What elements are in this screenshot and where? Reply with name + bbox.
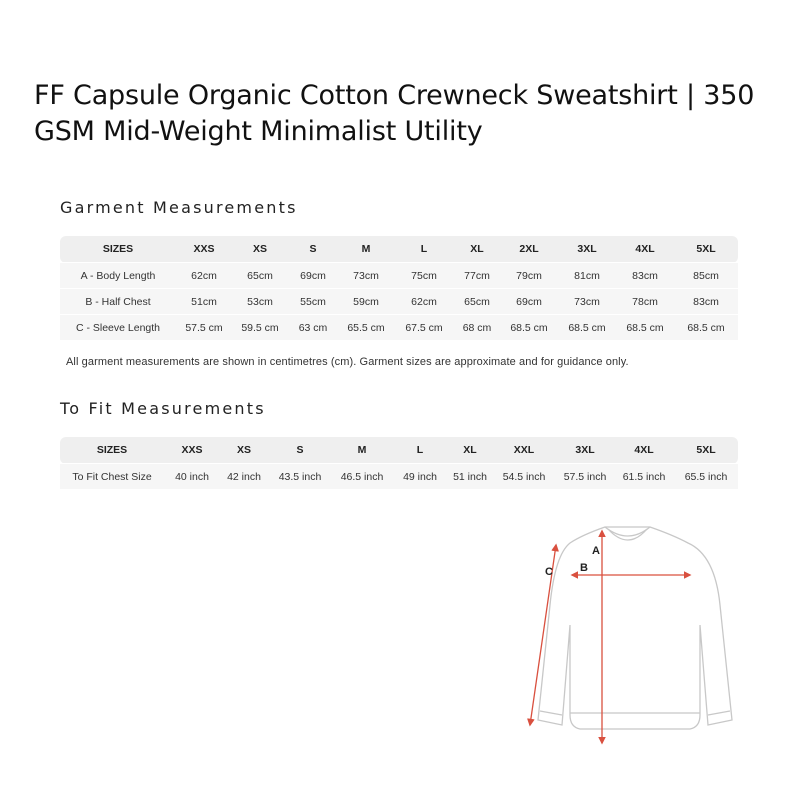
- size-header: XXL: [492, 437, 556, 464]
- measurement-cell: 73cm: [558, 289, 616, 315]
- measurement-cell: 65cm: [454, 289, 500, 315]
- measurement-cell: 40 inch: [164, 464, 220, 490]
- size-header: 2XL: [500, 236, 558, 263]
- fit-measurements-heading: To Fit Measurements: [60, 399, 266, 418]
- label-b: B: [580, 562, 588, 574]
- size-header: XXS: [164, 437, 220, 464]
- sizes-header: SIZES: [60, 437, 164, 464]
- row-label: B - Half Chest: [60, 289, 176, 315]
- table-row: [60, 289, 738, 315]
- table-row: [60, 263, 738, 289]
- size-header: 4XL: [616, 236, 674, 263]
- size-header: XS: [220, 437, 268, 464]
- size-header: 4XL: [614, 437, 674, 464]
- measurement-cell: 75cm: [394, 263, 454, 289]
- size-header: M: [332, 437, 392, 464]
- measurement-cell: 53cm: [232, 289, 288, 315]
- row-label: C - Sleeve Length: [60, 315, 176, 341]
- measurement-cell: 61.5 inch: [614, 464, 674, 490]
- sweatshirt-outline: [538, 527, 732, 729]
- measurement-cell: 81cm: [558, 263, 616, 289]
- size-header: 5XL: [674, 437, 738, 464]
- measurement-note: All garment measurements are shown in centimetres (cm). Garment sizes are approximate and for guidance only.: [66, 356, 629, 368]
- measurement-cell: 68.5 cm: [500, 315, 558, 341]
- measurement-cell: 57.5 inch: [556, 464, 614, 490]
- measurement-cell: 67.5 cm: [394, 315, 454, 341]
- fit-measurements-table: [60, 437, 738, 489]
- measurement-cell: 62cm: [176, 263, 232, 289]
- measurement-cell: 68.5 cm: [558, 315, 616, 341]
- measurement-cell: 78cm: [616, 289, 674, 315]
- measurement-cell: 69cm: [288, 263, 338, 289]
- size-header: S: [268, 437, 332, 464]
- measurement-cell: 51 inch: [448, 464, 492, 490]
- measurement-cell: 65.5 inch: [674, 464, 738, 490]
- size-header: XL: [448, 437, 492, 464]
- size-header: M: [338, 236, 394, 263]
- size-header: XXS: [176, 236, 232, 263]
- row-label: To Fit Chest Size: [60, 464, 164, 490]
- measurement-cell: 43.5 inch: [268, 464, 332, 490]
- measurement-cell: 55cm: [288, 289, 338, 315]
- page-title: FF Capsule Organic Cotton Crewneck Sweatshirt | 350 GSM Mid-Weight Minimalist Utility: [34, 80, 755, 147]
- garment-measurements-heading: Garment Measurements: [60, 198, 298, 217]
- size-header: XS: [232, 236, 288, 263]
- size-header: L: [394, 236, 454, 263]
- garment-measurements-table: [60, 236, 738, 340]
- measurement-cell: 63 cm: [288, 315, 338, 341]
- measurement-cell: 65.5 cm: [338, 315, 394, 341]
- table-row: [60, 315, 738, 341]
- measurement-cell: 68 cm: [454, 315, 500, 341]
- size-header: L: [392, 437, 448, 464]
- measurement-cell: 59.5 cm: [232, 315, 288, 341]
- measurement-cell: 46.5 inch: [332, 464, 392, 490]
- measurement-cell: 62cm: [394, 289, 454, 315]
- sizes-header: SIZES: [60, 236, 176, 263]
- sweatshirt-diagram: [510, 515, 760, 755]
- measurement-cell: 77cm: [454, 263, 500, 289]
- label-a: A: [592, 545, 600, 557]
- measurement-cell: 68.5 cm: [674, 315, 738, 341]
- size-header: 5XL: [674, 236, 738, 263]
- table-row: [60, 464, 738, 490]
- measurement-cell: 83cm: [616, 263, 674, 289]
- size-header: S: [288, 236, 338, 263]
- measurement-cell: 73cm: [338, 263, 394, 289]
- measurement-cell: 51cm: [176, 289, 232, 315]
- measurement-cell: 42 inch: [220, 464, 268, 490]
- measurement-cell: 79cm: [500, 263, 558, 289]
- measurement-cell: 59cm: [338, 289, 394, 315]
- measurement-cell: 68.5 cm: [616, 315, 674, 341]
- size-header: XL: [454, 236, 500, 263]
- garment-header-row: [60, 236, 738, 263]
- measurement-cell: 49 inch: [392, 464, 448, 490]
- size-header: 3XL: [558, 236, 616, 263]
- label-c: C: [545, 566, 553, 578]
- measurement-cell: 54.5 inch: [492, 464, 556, 490]
- size-header: 3XL: [556, 437, 614, 464]
- fit-header-row: [60, 437, 738, 464]
- measurement-cell: 69cm: [500, 289, 558, 315]
- measurement-cell: 57.5 cm: [176, 315, 232, 341]
- row-label: A - Body Length: [60, 263, 176, 289]
- measurement-cell: 85cm: [674, 263, 738, 289]
- measurement-cell: 83cm: [674, 289, 738, 315]
- measurement-cell: 65cm: [232, 263, 288, 289]
